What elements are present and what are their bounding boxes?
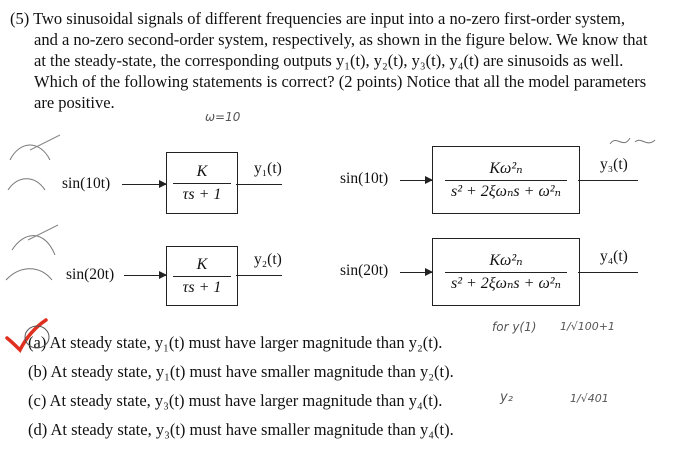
input-label-2: sin(20t) [66, 266, 115, 283]
output-label-y1: y₁(t) [254, 160, 282, 177]
block1-numerator: K [196, 162, 208, 180]
block2-denominator: τs + 1 [182, 278, 222, 296]
option-b[interactable]: (b) At steady state, y₁(t) must have smaller magnitude than y₂(t). [28, 362, 454, 381]
block3-numerator: Kω²ₙ [489, 159, 523, 177]
input-label-4: sin(20t) [340, 262, 389, 279]
block1-denominator: τs + 1 [182, 185, 222, 203]
pencil-y2-note: y₂ [500, 390, 513, 405]
block3-denominator: s² + 2ξωₙs + ω²ₙ [450, 182, 562, 200]
question-line-2: and a no-zero second-order system, respectively, as shown in the figure below. We know that [34, 30, 648, 49]
second-order-block-1 [432, 146, 580, 214]
pencil-scribble-right [605, 132, 665, 152]
block4-denominator: s² + 2ξωₙs + ω²ₙ [450, 274, 562, 292]
option-c[interactable]: (c) At steady state, y₃(t) must have larger magnitude than y₄(t). [28, 391, 443, 410]
first-order-block-1 [166, 152, 238, 214]
input-arrow-4 [400, 272, 432, 273]
second-order-block-2 [432, 238, 580, 306]
input-label-3: sin(10t) [340, 170, 389, 187]
pencil-fraction-note-1: 1/√100+1 [560, 320, 615, 333]
input-label-1: sin(10t) [62, 175, 111, 192]
question-line-4: Which of the following statements is correct? (2 points) Notice that all the model parameters [34, 72, 647, 91]
output-label-y2: y₂(t) [254, 251, 282, 268]
block2-numerator: K [196, 255, 208, 273]
pencil-omega-note: ω=10 [205, 110, 241, 124]
pencil-fraction-note-2: 1/√401 [570, 392, 609, 405]
block1-fraction-bar [173, 183, 232, 184]
pencil-scribble-left [0, 130, 70, 300]
input-arrow-1 [122, 184, 166, 185]
block4-fraction-bar [445, 272, 568, 273]
output-line-1 [236, 184, 282, 185]
output-line-4 [578, 272, 638, 273]
output-label-y4: y₄(t) [600, 248, 628, 265]
pencil-for-y1-note: for y(1) [492, 320, 537, 334]
answer-options [28, 328, 454, 444]
question-line-3: at the steady-state, the corresponding outputs y₁(t), y₂(t), y₃(t), y₄(t) are sinusoids as well. [34, 51, 624, 70]
block3-fraction-bar [445, 180, 568, 181]
output-line-2 [236, 275, 282, 276]
block2-fraction-bar [173, 276, 232, 277]
output-line-3 [578, 180, 638, 181]
option-d[interactable]: (d) At steady state, y₃(t) must have smaller magnitude than y₄(t). [28, 420, 454, 439]
option-a[interactable]: (a) At steady state, y₁(t) must have larger magnitude than y₂(t). [28, 333, 443, 352]
question-text [10, 8, 690, 113]
question-line-5: are positive. [34, 93, 115, 112]
first-order-block-2 [166, 246, 238, 306]
block4-numerator: Kω²ₙ [489, 251, 523, 269]
question-line-1: (5) Two sinusoidal signals of different frequencies are input into a no-zero first-order system, [10, 9, 625, 28]
input-arrow-3 [400, 180, 432, 181]
red-checkmark-icon [4, 318, 50, 354]
input-arrow-2 [124, 275, 166, 276]
output-label-y3: y₃(t) [600, 156, 628, 173]
